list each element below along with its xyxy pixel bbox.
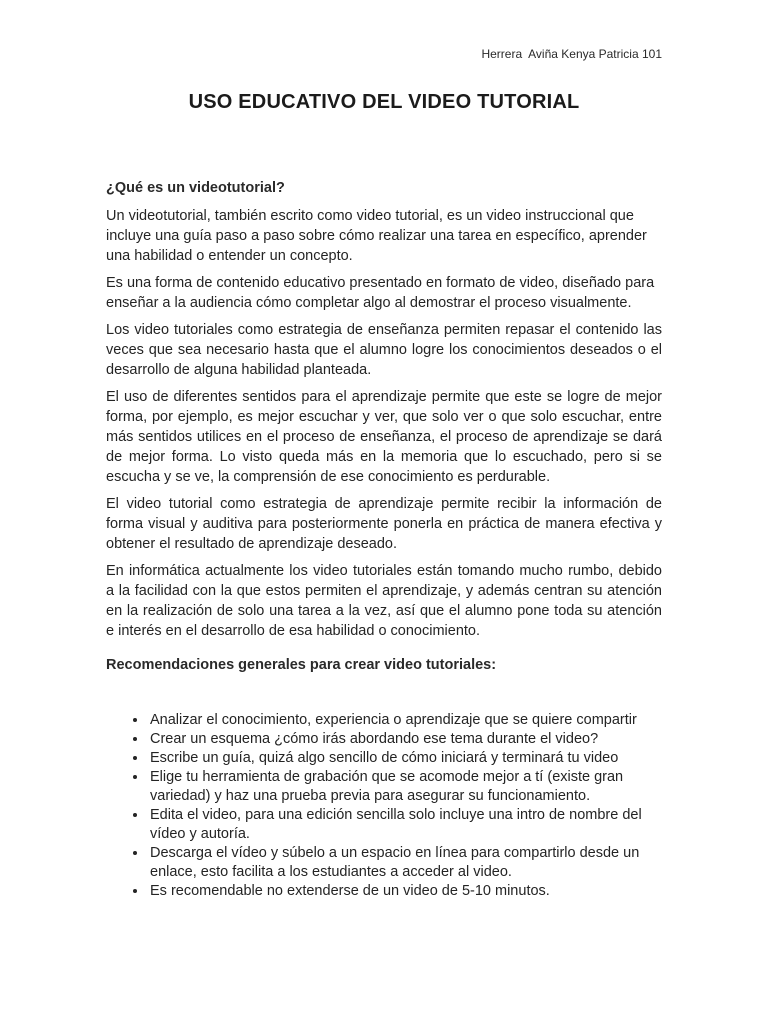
bullet-item-edit-video: • Edita el video, para una edición sencilla solo incluye una intro de nombre del vídeo y autoría. xyxy=(148,806,662,844)
section-heading-what-is-videotutorial: ¿Qué es un videotutorial? xyxy=(106,180,285,196)
paragraph-informatics-usage: En informática actualmente los video tutoriales están tomando mucho rumbo, debido a la facilidad con la que estos permiten el aprendizaje, y además centran su atención en la realización de solo una tarea a la vez, así que el alumno pone toda su atención e interés en el desarrollo de esa habilidad o conocimiento. xyxy=(106,563,662,639)
recommendations-bullet-list xyxy=(106,711,662,901)
bullet-item-script: • Escribe un guía, quizá algo sencillo de cómo iniciará y terminará tu video xyxy=(148,749,662,768)
bullet-item-recording-tool: • Elige tu herramienta de grabación que se acomode mejor a tí (existe gran variedad) y haz una prueba previa para asegurar su funcionamiento. xyxy=(148,768,662,806)
paragraph-definition: Un videotutorial, también escrito como video tutorial, es un video instruccional que incluye una guía paso a paso sobre cómo realizar una tarea en específico, aprender una habilidad o entender un concepto. xyxy=(106,208,647,264)
bullet-item-outline: • Crear un esquema ¿cómo irás abordando ese tema durante el video? xyxy=(148,730,662,749)
page-title: USO EDUCATIVO DEL VIDEO TUTORIAL xyxy=(188,91,580,113)
paragraph-teaching-strategy: Los video tutoriales como estrategia de enseñanza permiten repasar el contenido las veces que sea necesario hasta que el alumno logre los conocimientos deseados o el desarrollo de alguna habilidad planteada. xyxy=(106,322,662,378)
paragraph-senses-learning: El uso de diferentes sentidos para el aprendizaje permite que este se logre de mejor forma, por ejemplo, es mejor escuchar y ver, que solo ver o que solo escuchar, entre más sentidos utilices en el proceso de enseñanza, el proceso de aprendizaje se dará de mejor forma. Lo visto queda más en la memoria que lo escuchado, pero si se escucha y se ve, la comprensión de ese conocimiento es perdurable. xyxy=(106,389,662,485)
bullet-item-analyze: • Analizar el conocimiento, experiencia o aprendizaje que se quiere compartir xyxy=(148,711,662,730)
author-header: Herrera Aviña Kenya Patricia 101 xyxy=(481,47,662,61)
bullet-item-upload-share: • Descarga el vídeo y súbelo a un espacio en línea para compartirlo desde un enlace, esto facilita a los estudiantes a acceder al video. xyxy=(148,844,662,882)
paragraph-educational-format: Es una forma de contenido educativo presentado en formato de video, diseñado para enseñar a la audiencia cómo completar algo al demostrar el proceso visualmente. xyxy=(106,275,655,311)
paragraph-learning-strategy: El video tutorial como estrategia de aprendizaje permite recibir la información de forma visual y auditiva para posteriormente ponerla en práctica de manera efectiva y obtener el resultado de aprendizaje deseado. xyxy=(106,496,662,552)
bullet-item-duration: • Es recomendable no extenderse de un video de 5-10 minutos. xyxy=(148,882,662,901)
section-heading-recommendations: Recomendaciones generales para crear video tutoriales: xyxy=(106,657,497,673)
